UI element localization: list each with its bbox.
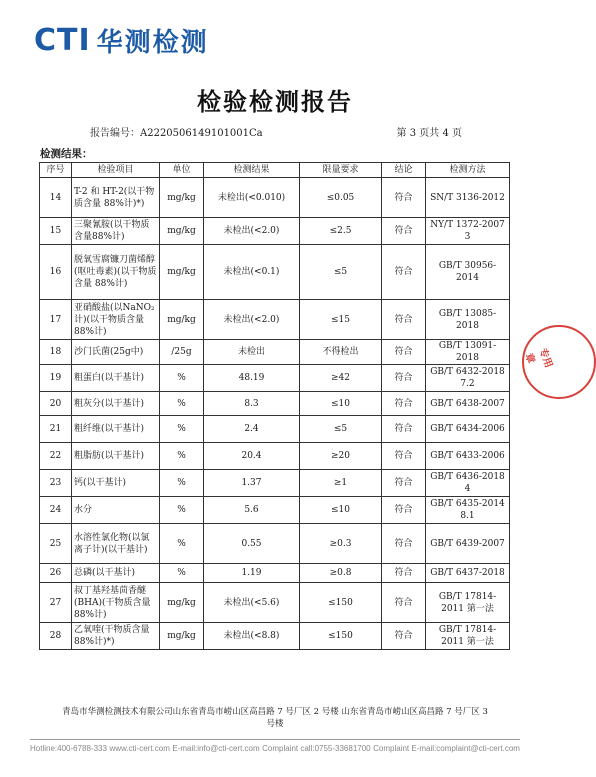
cell-method: GB/T 13085-2018 [426,300,510,340]
cell-method: GB/T 6438-2007 [426,392,510,416]
logo-cn-text: 华测检测 [96,28,209,58]
cell-result: 未检出 [204,340,300,365]
cell-result: 0.55 [204,524,300,564]
cell-method: GB/T 13091-2018 [426,340,510,365]
table-row [40,416,510,443]
cell-method: GB/T 6436-2018 4 [426,470,510,497]
cell-unit: mg/kg [160,623,204,650]
cell-conclusion: 符合 [382,524,426,564]
cell-method: GB/T 6433-2006 [426,443,510,470]
cell-method: GB/T 6434-2006 [426,416,510,443]
col-header-conclusion: 结论 [382,163,426,178]
cell-no: 19 [40,365,72,392]
cell-conclusion: 符合 [382,497,426,524]
cell-result: 未检出(<2.0) [204,218,300,245]
footer-website[interactable]: www.cti-cert.com [109,744,170,753]
cell-no: 22 [40,443,72,470]
cell-conclusion: 符合 [382,623,426,650]
cell-conclusion: 符合 [382,365,426,392]
cell-method: GB/T 17814-2011 第一法 [426,623,510,650]
table-row [40,340,510,365]
cell-result: 2.4 [204,416,300,443]
table-row [40,245,510,300]
cell-no: 24 [40,497,72,524]
cell-no: 18 [40,340,72,365]
footer-complaint-email[interactable]: Complaint E-mail:complaint@cti-cert.com [373,744,520,753]
table-row [40,178,510,218]
report-title: 检验检测报告 [197,87,353,116]
cell-item: 粗脂肪(以干基计) [72,443,160,470]
cell-unit: /25g [160,340,204,365]
cell-limit: 不得检出 [300,340,382,365]
cell-conclusion: 符合 [382,443,426,470]
table-row [40,583,510,623]
cell-limit: ≤15 [300,300,382,340]
cell-limit: ≥20 [300,443,382,470]
cell-limit: ≤5 [300,245,382,300]
cell-unit: mg/kg [160,583,204,623]
cell-item: 水溶性氯化物(以氯离子计)(以干基计) [72,524,160,564]
cell-result: 1.37 [204,470,300,497]
cell-item: 钙(以干基计) [72,470,160,497]
cell-limit: ≥1 [300,470,382,497]
cell-unit: % [160,365,204,392]
cell-unit: % [160,524,204,564]
footer-email[interactable]: E-mail:info@cti-cert.com [172,744,260,753]
footer-contact-bar [30,744,520,753]
cell-limit: ≥0.8 [300,564,382,583]
cell-unit: mg/kg [160,245,204,300]
cell-no: 16 [40,245,72,300]
cell-conclusion: 符合 [382,245,426,300]
cell-no: 21 [40,416,72,443]
cell-method: NY/T 1372-2007 3 [426,218,510,245]
cell-conclusion: 符合 [382,178,426,218]
cell-no: 23 [40,470,72,497]
cell-method: GB/T 6439-2007 [426,524,510,564]
col-header-method: 检测方法 [426,163,510,178]
col-header-no: 序号 [40,163,72,178]
table-row [40,300,510,340]
cell-method: SN/T 3136-2012 [426,178,510,218]
table-row [40,365,510,392]
cell-limit: ≥42 [300,365,382,392]
cell-item: T-2 和 HT-2(以干物质含量 88%计)*) [72,178,160,218]
cell-unit: mg/kg [160,300,204,340]
cell-result: 未检出(<5.6) [204,583,300,623]
table-row [40,392,510,416]
cell-no: 15 [40,218,72,245]
cell-limit: ≤150 [300,623,382,650]
cell-no: 26 [40,564,72,583]
cell-no: 27 [40,583,72,623]
table-row [40,470,510,497]
cell-result: 未检出(<8.8) [204,623,300,650]
cell-limit: ≤10 [300,497,382,524]
cell-item: 亚硝酸盐(以NaNO₂计)(以干物质含量 88%计) [72,300,160,340]
cell-method: GB/T 6435-2014 8.1 [426,497,510,524]
table-row [40,443,510,470]
cell-no: 14 [40,178,72,218]
cell-unit: mg/kg [160,218,204,245]
cell-method: GB/T 30956-2014 [426,245,510,300]
cell-result: 5.6 [204,497,300,524]
cell-conclusion: 符合 [382,340,426,365]
cell-result: 未检出(<0.010) [204,178,300,218]
cell-result: 未检出(<0.1) [204,245,300,300]
cell-no: 17 [40,300,72,340]
cell-item: 脱氧雪腐镰刀菌烯醇(呕吐毒素)(以干物质含量 88%计) [72,245,160,300]
cell-limit: ≥0.3 [300,524,382,564]
table-row [40,623,510,650]
cell-item: 粗蛋白(以干基计) [72,365,160,392]
results-label: 检测结果： [40,148,93,160]
col-header-limit: 限量要求 [300,163,382,178]
table-row [40,564,510,583]
cell-unit: % [160,443,204,470]
cell-method: GB/T 6432-2018 7.2 [426,365,510,392]
cell-no: 28 [40,623,72,650]
company-logo [34,22,209,59]
cell-conclusion: 符合 [382,392,426,416]
col-header-result: 检测结果 [204,163,300,178]
table-header-row [40,163,510,178]
cell-unit: % [160,392,204,416]
cell-item: 粗灰分(以干基计) [72,392,160,416]
cell-result: 48.19 [204,365,300,392]
cell-limit: ≤5 [300,416,382,443]
cell-item: 水分 [72,497,160,524]
cell-item: 沙门氏菌(25g中) [72,340,160,365]
cell-unit: % [160,416,204,443]
footer-divider [30,739,520,740]
cell-unit: % [160,564,204,583]
cell-conclusion: 符合 [382,583,426,623]
cell-conclusion: 符合 [382,218,426,245]
report-number: 报告编号：A2220506149101001Ca [90,128,263,139]
footer-hotline: Hotline:400-6788-333 [30,744,107,753]
table-row [40,524,510,564]
table-row [40,218,510,245]
stamp-text: 专用章 [522,346,554,370]
cell-conclusion: 符合 [382,300,426,340]
cell-unit: mg/kg [160,178,204,218]
cell-limit: ≤0.05 [300,178,382,218]
cell-no: 25 [40,524,72,564]
col-header-unit: 单位 [160,163,204,178]
col-header-item: 检验项目 [72,163,160,178]
cell-limit: ≤10 [300,392,382,416]
cell-unit: % [160,497,204,524]
cell-item: 三聚氰胺(以干物质含量88%计) [72,218,160,245]
cell-unit: % [160,470,204,497]
cell-result: 8.3 [204,392,300,416]
cell-item: 总磷(以干基计) [72,564,160,583]
cell-item: 粗纤维(以干基计) [72,416,160,443]
cell-result: 20.4 [204,443,300,470]
footer-address: 青岛市华测检测技术有限公司山东省青岛市崂山区高昌路 7 号厂区 2 号楼 山东省青岛市崂山区高昌路 7 号厂区 3 号楼 [62,707,488,729]
cell-method: GB/T 17814-2011 第一法 [426,583,510,623]
cell-limit: ≤2.5 [300,218,382,245]
cell-no: 20 [40,392,72,416]
cell-item: 乙氧喹(干物质含量88%计)*) [72,623,160,650]
logo-cti-text: CTI [34,23,91,58]
cell-method: GB/T 6437-2018 [426,564,510,583]
results-table [39,162,510,650]
footer-complaint-call: Complaint call:0755-33681700 [262,744,371,753]
page-info: 第 3 页共 4 页 [396,128,462,139]
cell-item: 叔丁基羟基茴香醚(BHA)(干物质含量 88%计) [72,583,160,623]
cell-result: 未检出(<2.0) [204,300,300,340]
table-row [40,497,510,524]
cell-result: 1.19 [204,564,300,583]
cell-limit: ≤150 [300,583,382,623]
cell-conclusion: 符合 [382,564,426,583]
cell-conclusion: 符合 [382,470,426,497]
cell-conclusion: 符合 [382,416,426,443]
